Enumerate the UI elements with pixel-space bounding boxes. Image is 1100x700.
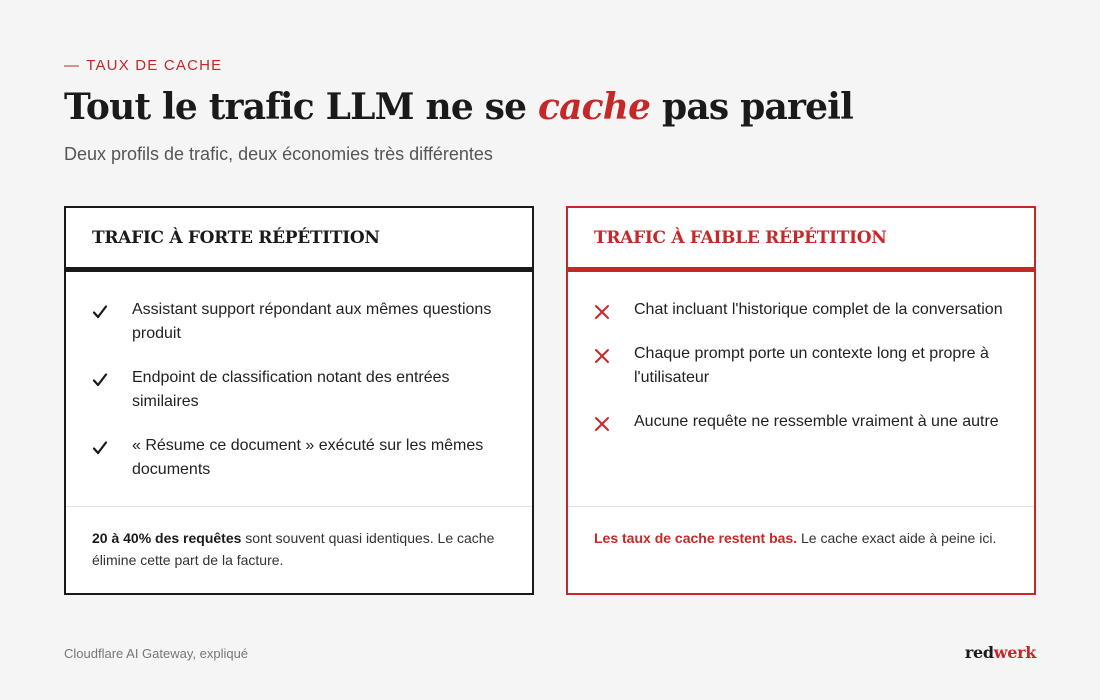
card-footer xyxy=(568,506,1034,593)
low-repetition-card xyxy=(566,206,1036,595)
page-subtitle: Deux profils de trafic, deux économies très différentes xyxy=(64,144,493,164)
list-item xyxy=(92,434,506,482)
brand-logo-part: red xyxy=(964,643,994,662)
page-title xyxy=(64,86,853,128)
kicker-dash: — xyxy=(64,57,81,74)
footer-highlight: Les taux de cache restent bas. xyxy=(594,530,798,546)
kicker-label: TAUX DE CACHE xyxy=(86,57,223,74)
list-item-text: Assistant support répondant aux mêmes questions produit xyxy=(132,301,492,342)
list-item xyxy=(594,298,1008,322)
source-caption: Cloudflare AI Gateway, expliqué xyxy=(64,646,249,661)
footer-highlight: 20 à 40% des requêtes xyxy=(92,530,242,546)
check-icon xyxy=(92,434,132,456)
cross-icon xyxy=(594,410,634,432)
card-title: TRAFIC À FAIBLE RÉPÉTITION xyxy=(594,227,887,248)
card-header xyxy=(66,208,532,272)
list-item-text: Endpoint de classification notant des entrées similaires xyxy=(132,369,450,410)
card-header xyxy=(568,208,1034,272)
card-item-list xyxy=(66,272,532,508)
card-footer xyxy=(66,506,532,593)
list-item-text: Chat incluant l'historique complet de la conversation xyxy=(634,301,1003,318)
cross-icon xyxy=(594,298,634,320)
brand-logo xyxy=(965,643,1036,662)
title-before: Tout le trafic LLM ne se xyxy=(64,86,527,128)
check-icon xyxy=(92,298,132,320)
list-item-text: « Résume ce document » exécuté sur les mêmes documents xyxy=(132,437,484,478)
list-item xyxy=(92,298,506,346)
card-item-list xyxy=(568,272,1034,508)
high-repetition-card xyxy=(64,206,534,595)
footer-text: sont souvent quasi identiques. Le cache élimine cette part de la facture. xyxy=(92,530,495,568)
footer-text: Le cache exact aide à peine ici. xyxy=(797,530,997,546)
check-icon xyxy=(92,366,132,388)
card-title: TRAFIC À FORTE RÉPÉTITION xyxy=(92,227,380,248)
brand-logo-part: werk xyxy=(993,643,1036,662)
list-item xyxy=(594,410,1008,434)
list-item-text: Chaque prompt porte un contexte long et propre à l'utilisateur xyxy=(634,345,989,386)
list-item xyxy=(92,366,506,414)
list-item-text: Aucune requête ne ressemble vraiment à une autre xyxy=(634,413,999,430)
title-emphasis: cache xyxy=(537,86,651,128)
section-kicker xyxy=(64,57,222,74)
cross-icon xyxy=(594,342,634,364)
title-after: pas pareil xyxy=(661,86,853,128)
list-item xyxy=(594,342,1008,390)
